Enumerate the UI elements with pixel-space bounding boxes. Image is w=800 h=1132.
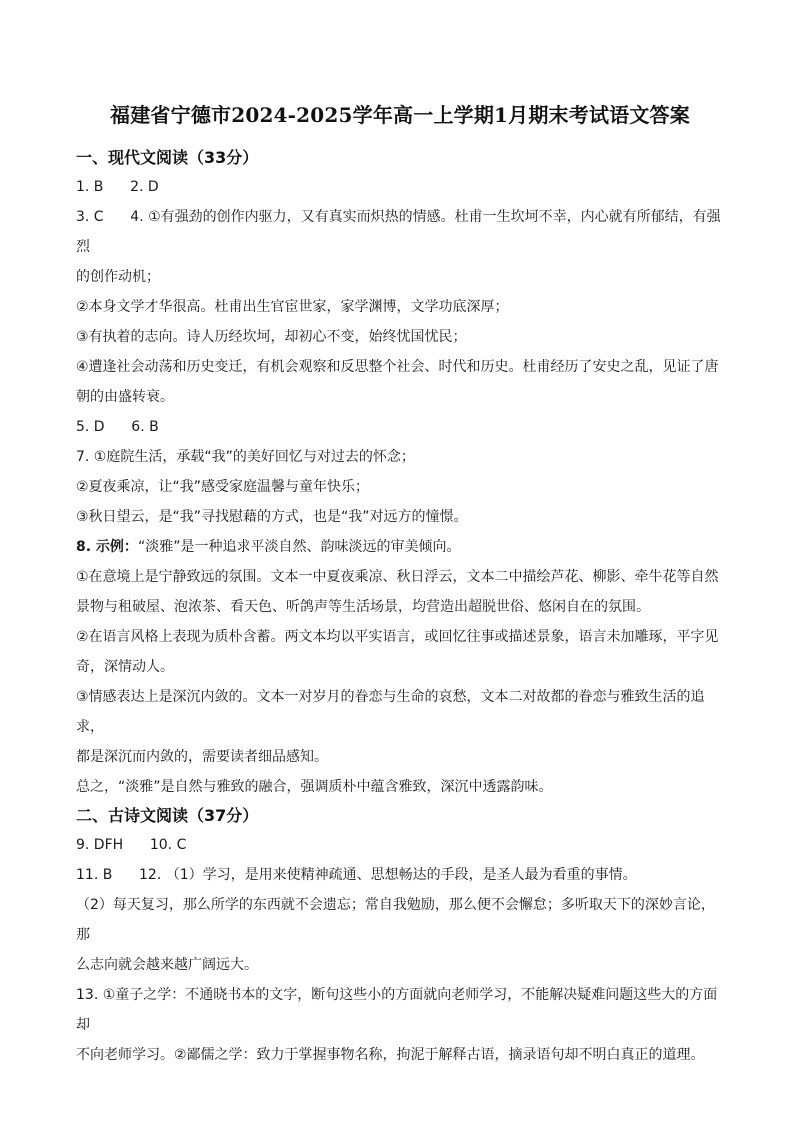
answer-line: ③情感表达上是深沉内敛的。文本一对岁月的眷恋与生命的哀愁，文本二对故都的眷恋与雅致生活的追求，: [76, 689, 705, 735]
answer-line: 11. B 12. （1）学习，是用来使精神疏通、思想畅达的手段，是圣人最为看重的事情。: [76, 867, 637, 883]
answer-line: ③秋日望云，是“我”寻找慰藉的方式，也是“我”对远方的憧憬。: [76, 509, 468, 525]
q8-intro: “淡雅”是一种追求平淡自然、韵味淡远的审美倾向。: [137, 539, 461, 555]
section-heading-classical-reading: 二、古诗文阅读（37分）: [76, 806, 259, 825]
answer-line: 5. D 6. B: [76, 419, 159, 435]
answer-line: 不向老师学习。②鄙儒之学：致力于掌握事物名称，拘泥于解释古语，摘录语句却不明白真正的道理。: [76, 1047, 705, 1063]
answer-line: ②夏夜乘凉，让“我”感受家庭温馨与童年快乐；: [76, 479, 370, 495]
answer-line: 9. DFH 10. C: [76, 837, 187, 853]
answer-line: 3. C 4. ①有强劲的创作内驱力，又有真实而炽热的情感。杜甫一生坎坷不幸，内心就有所郁结，有强烈: [76, 209, 721, 255]
answer-line: 奇，深情动人。: [76, 659, 174, 675]
answer-line: ③有执着的志向。诗人历经坎坷，却初心不变，始终忧国忧民；: [76, 329, 467, 345]
answer-line: 景物与租破屋、泡浓茶、看天色、听鸽声等生活场景，均营造出超脱世俗、悠闲自在的氛围。: [76, 599, 650, 615]
q8-label: 8. 示例：: [76, 539, 138, 555]
answer-line: ②在语言风格上表现为质朴含蓄。两文本均以平实语言，或回忆往事或描述景象，语言未加雕琢，平字见: [76, 629, 719, 645]
answer-line-q8: [76, 532, 724, 562]
answer-line: 么志向就会越来越广阔远大。: [76, 957, 258, 973]
answer-line: ④遭逢社会动荡和历史变迁，有机会观察和反思整个社会、时代和历史。杜甫经历了安史之乱，见证了唐: [76, 359, 719, 375]
answer-line: 的创作动机；: [76, 269, 160, 285]
answer-line: （2）每天复习，那么所学的东西就不会遗忘；常自我勉励，那么便不会懈怠；多听取天下的深妙言论，那: [76, 897, 715, 943]
answer-line: 13. ①童子之学：不通晓书本的文字，断句这些小的方面就向老师学习，不能解决疑难问题这些大的方面却: [76, 987, 718, 1033]
answer-line: 朝的由盛转衰。: [76, 389, 174, 405]
answer-line: 7. ①庭院生活，承载“我”的美好回忆与对过去的怀念；: [76, 449, 415, 465]
section-heading-modern-reading: 一、现代文阅读（33分）: [76, 148, 259, 167]
answer-line: 总之，“淡雅”是自然与雅致的融合，强调质朴中蕴含雅致，深沉中透露韵味。: [76, 779, 553, 795]
answer-line: 1. B 2. D: [76, 179, 159, 195]
answer-line: ②本身文学才华很高。杜甫出生官宦世家，家学渊博，文学功底深厚；: [76, 299, 509, 315]
answer-line: ①在意境上是宁静致远的氛围。文本一中夏夜乘凉、秋日浮云，文本二中描绘芦花、柳影、牵牛花等自然: [76, 569, 719, 585]
answer-line: 都是深沉而内敛的，需要读者细品感知。: [76, 749, 328, 765]
document-title: 福建省宁德市2024-2025学年高一上学期1月期末考试语文答案: [110, 103, 690, 127]
